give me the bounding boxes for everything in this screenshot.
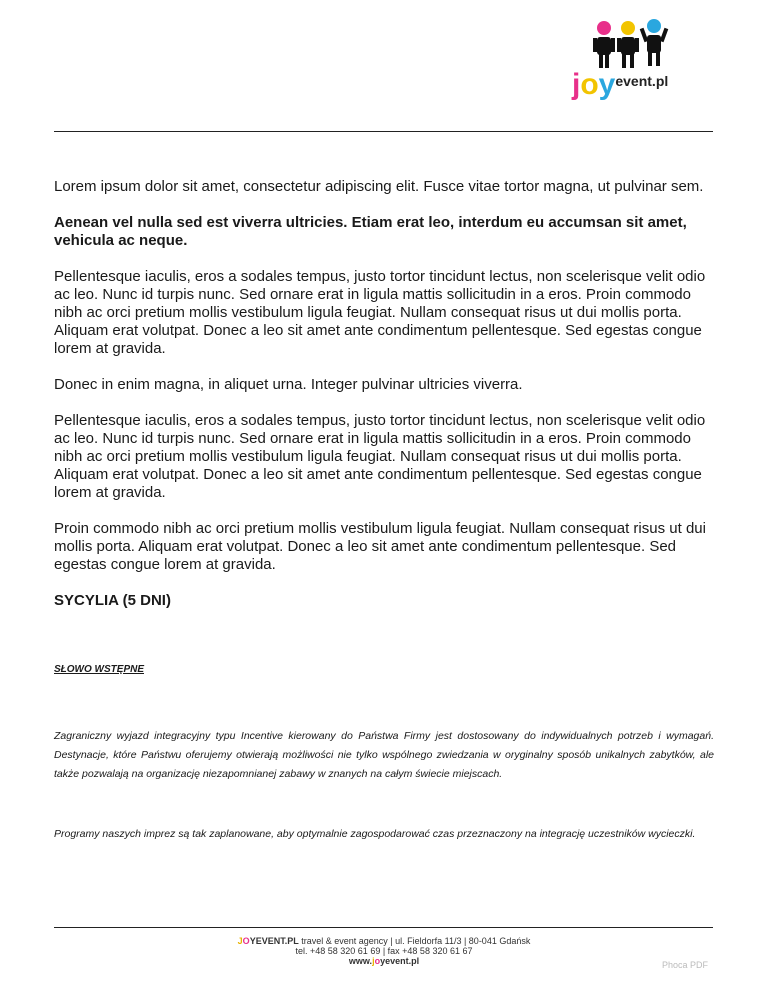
footer-brand-rest: YEVENT.PL (249, 936, 299, 946)
paragraph-3: Pellentesque iaculis, eros a sodales tempus, justo tortor tincidunt lectus, non scelerisque velit odio ac leo. Nunc id turpis nunc. Sed ornare erat in ligula mattis sollicitudin in a eros. Proin commodo nibh ac orci pretium mollis vestibulum ligula feugiat. Nullam consequat risus ut dui mollis porta. Aliquam erat volutpat. Donec a leo sit amet ante condimentum pellentesque. Sed egestas congue lorem at gravida. (54, 268, 706, 357)
paragraph-1: Lorem ipsum dolor sit amet, consectetur adipiscing elit. Fusce vitae tortor magna, ut pulvinar sem. (54, 178, 704, 195)
logo-domain: event.pl (615, 73, 669, 89)
paragraph-5: Pellentesque iaculis, eros a sodales tempus, justo tortor tincidunt lectus, non scelerisque velit odio ac leo. Nunc id turpis nunc. Sed ornare erat in ligula mattis sollicitudin in a eros. Proin commodo nibh ac orci pretium mollis vestibulum ligula feugiat. Nullam consequat risus ut dui mollis porta. Aliquam erat volutpat. Donec a leo sit amet ante condimentum pellentesque. Sed egestas congue lorem at gravida. (54, 412, 706, 501)
footer-address: travel & event agency | ul. Fieldorfa 11/3 | 80-041 Gdańsk (298, 936, 531, 946)
footer-line-2: tel. +48 58 320 61 69 | fax +48 58 320 61 67 (295, 946, 473, 956)
document-body (54, 178, 714, 610)
header-divider (54, 131, 713, 132)
footer (0, 936, 768, 966)
footer-brand-j: J (237, 936, 243, 946)
programs-text: Programy naszych imprez są tak zaplanowane, aby optymalnie zagospodarować czas przeznaczony na integrację uczestników wycieczki. (54, 828, 696, 840)
footer-web-prefix: www. (348, 956, 373, 966)
footer-web-o: o (374, 956, 381, 966)
logo-letter-o: o (580, 68, 599, 101)
paragraph-6: Proin commodo nibh ac orci pretium mollis vestibulum ligula feugiat. Nullam consequat risus ut dui mollis porta. Aliquam erat volutpat. Donec a leo sit amet ante condimentum pellentesque. Sed egestas congue lorem at gravida. (54, 520, 706, 573)
joyevent-logo (566, 16, 702, 106)
phoca-pdf-watermark: Phoca PDF (662, 960, 709, 970)
footer-brand-o: O (242, 936, 250, 946)
footer-website (0, 956, 768, 966)
footer-web-j: j (372, 956, 375, 966)
logo-wordmark (572, 68, 668, 102)
section-title: SŁOWO WSTĘPNE (54, 664, 144, 675)
footer-web-rest: yevent.pl (380, 956, 420, 966)
logo-letter-j: j (572, 68, 581, 101)
paragraph-4: Donec in enim magna, in aliquet urna. Integer pulvinar ultricies viverra. (54, 376, 523, 393)
footer-divider (54, 927, 713, 928)
intro-text: Zagraniczny wyjazd integracyjny typu Incentive kierowany do Państwa Firmy jest dostosowany do indywidualnych potrzeb i wymagań. Destynacje, które Państwu oferujemy otwierają możliwości nie tylko wspólnego zwiedzania w oryginalny sposób unikalnych zabytków, ale także pozwalają na organizację niezapomnianej zabawy w znanych na całym świecie miejscach. (54, 730, 714, 780)
trip-heading: SYCYLIA (5 DNI) (54, 592, 171, 609)
paragraph-2-bold: Aenean vel nulla sed est viverra ultricies. Etiam erat leo, interdum eu accumsan sit amet, vehicula ac neque. (54, 214, 687, 249)
footer-line-1 (0, 936, 768, 946)
logo-letter-y: y (598, 68, 616, 101)
